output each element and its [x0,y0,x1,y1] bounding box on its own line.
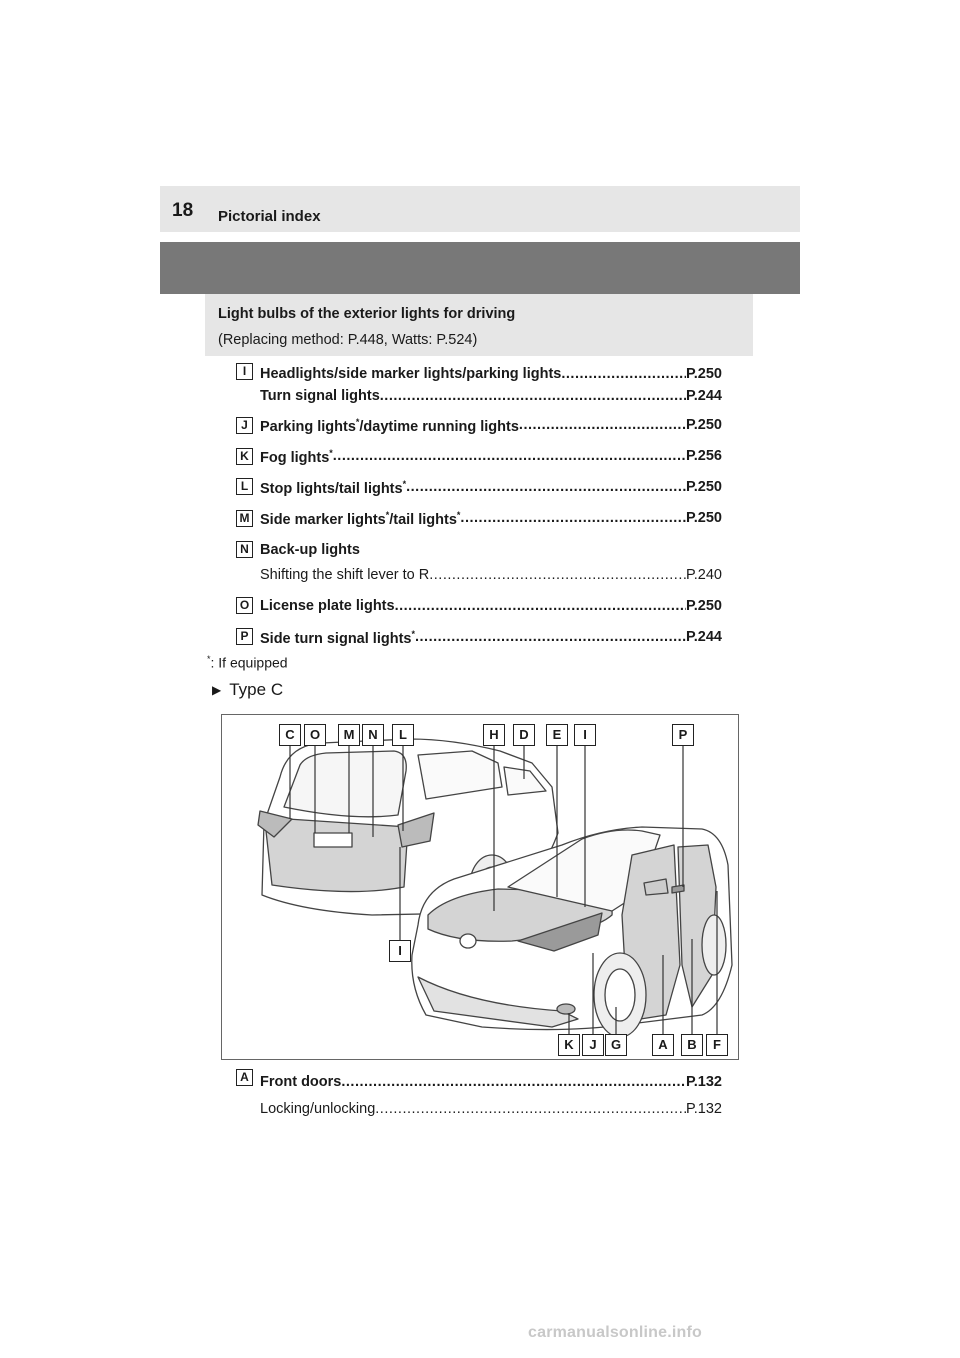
callout-j: J [582,1034,604,1056]
info-box [205,294,753,356]
entry-page: P.250 [685,598,722,614]
asterisk: * [385,510,390,520]
callout-b: B [681,1034,703,1056]
entry-parking-lights [260,417,722,435]
asterisk: * [329,448,333,458]
callout-a: A [652,1034,674,1056]
entry-label: Stop lights/tail lights [260,480,403,497]
callout-l: L [392,724,414,746]
asterisk: * [355,417,360,427]
badge-o: O [236,597,253,614]
entry-page: P.256 [685,448,722,464]
badge-i: I [236,363,253,380]
callout-c: C [279,724,301,746]
footnote [207,654,288,671]
entry-shift-lever [260,567,722,583]
asterisk: * [207,654,211,664]
entry-label: Parking lights [260,418,356,435]
entry-locking-unlocking [260,1101,722,1117]
badge-p: P [236,628,253,645]
entry-stop-lights [260,479,722,497]
page-number: 18 [172,200,194,221]
callout-i-lower: I [389,940,411,962]
entry-label: Back-up lights [260,542,360,558]
entry-turn-signal [260,388,722,404]
badge-l: L [236,478,253,495]
info-box-subtitle: (Replacing method: P.448, Watts: P.524) [218,332,478,348]
entry-headlights [260,366,722,382]
badge-m: M [236,510,253,527]
entry-label: License plate lights [260,598,395,614]
entry-label: Turn signal lights [260,388,380,404]
entry-label: Side turn signal lights [260,630,412,647]
callout-f: F [706,1034,728,1056]
entry-side-marker-lights [260,510,722,528]
triangle-right-icon: ▶ [212,683,222,697]
info-box-title: Light bulbs of the exterior lights for driving [218,306,516,322]
callout-g: G [605,1034,627,1056]
entry-page: P.250 [685,366,722,382]
callout-n: N [362,724,384,746]
entry-page: P.250 [685,417,722,433]
entry-license-plate-lights [260,598,722,614]
entry-page: P.250 [685,510,722,526]
type-heading-text: Type C [229,680,284,699]
entry-label-cont: /tail lights [389,511,457,528]
badge-a: A [236,1069,253,1086]
asterisk: * [456,510,461,520]
entry-label-cont: /daytime running lights [359,418,519,435]
page-title: Pictorial index [218,208,321,225]
callout-d: D [513,724,535,746]
entry-page: P.240 [685,567,722,583]
entry-page: P.132 [685,1101,722,1117]
section-band [160,242,800,294]
callout-k: K [558,1034,580,1056]
entry-label: Locking/unlocking [260,1101,376,1117]
vehicle-illustration [221,714,739,1060]
entry-side-turn-signal [260,629,722,647]
footnote-text: : If equipped [210,654,288,671]
asterisk: * [411,629,415,639]
entry-label: Fog lights [260,449,330,466]
type-heading [212,680,283,700]
callout-h: H [483,724,505,746]
callout-e: E [546,724,568,746]
entry-page: P.244 [685,629,722,645]
entry-front-doors [260,1074,722,1090]
entry-backup-lights [260,542,722,558]
badge-j: J [236,417,253,434]
entry-label: Shifting the shift lever to R [260,567,430,583]
entry-page: P.244 [685,388,722,404]
entry-label: Headlights/side marker lights/parking lights [260,366,562,382]
asterisk: * [402,479,407,489]
callout-o: O [304,724,326,746]
watermark: carmanualsonline.info [528,1324,703,1341]
entry-page: P.250 [685,479,722,495]
callout-m: M [338,724,360,746]
vehicle-drawing [222,715,740,1061]
entry-label: Side marker lights [260,511,386,528]
callout-i: I [574,724,596,746]
badge-k: K [236,448,253,465]
badge-n: N [236,541,253,558]
entry-fog-lights [260,448,722,466]
entry-label: Front doors [260,1074,342,1090]
entry-page: P.132 [685,1074,722,1090]
callout-p: P [672,724,694,746]
